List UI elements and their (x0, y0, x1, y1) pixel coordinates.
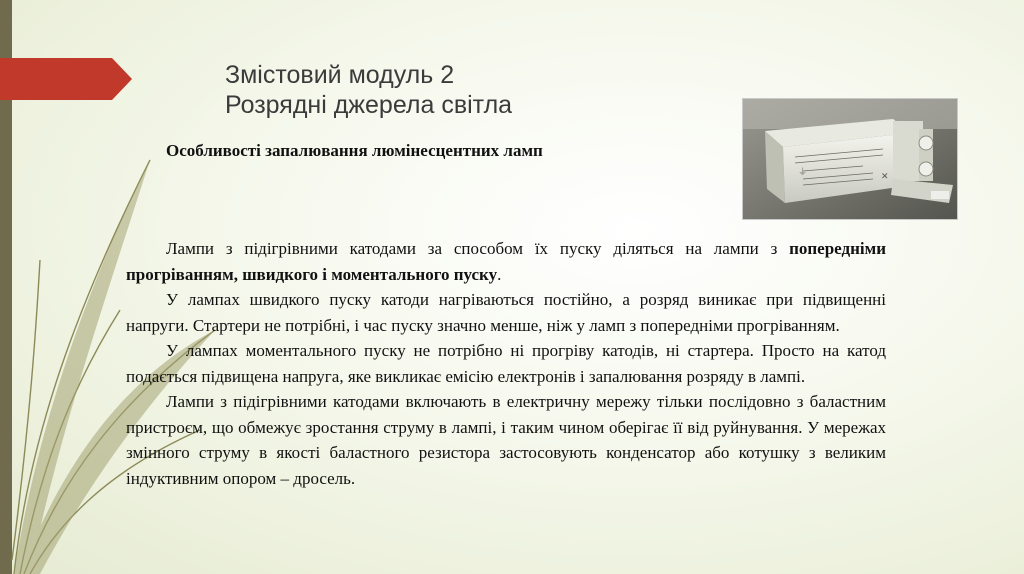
slide-body (126, 236, 886, 491)
paragraph-4: Лампи з підігрівними катодами включають в електричну мережу тільки послідовно з баластним пристроєм, що обмежує зростання струму в лампі, і таким чином оберігає її від руйнування. У мережах змінного струму в якості баластного резистора застосовують конденсатор або котушку з великим індуктивним опором – дросель. (126, 392, 886, 488)
svg-text:✕: ✕ (881, 172, 889, 182)
paragraph-1-end: . (497, 264, 502, 284)
title-line-1: Змістовий модуль 2 (225, 61, 455, 89)
slide-title (225, 60, 512, 120)
title-arrow-marker (0, 58, 132, 100)
paragraph-1-text: Лампи з підігрівними катодами за способом їх пуску діляться на лампи з (166, 239, 790, 258)
paragraph-1 (126, 236, 886, 287)
paragraph-3: У лампах моментального пуску не потрібно ні прогріву катодів, ні стартера. Просто на катод подається підвищена напруга, яке викликає емісію електронів і запалювання розряду в лампі. (126, 341, 886, 386)
starter-illustration (743, 99, 957, 219)
paragraph-2: У лампах швидкого пуску катоди нагріваються постійно, а розряд виникає при підвищенні напруги. Стартери не потрібні, і час пуску значно менше, ніж у ламп з попередніми прогріванням. (126, 290, 886, 335)
title-line-2: Розрядні джерела світла (225, 91, 513, 119)
svg-text:⏚: ⏚ (798, 168, 808, 178)
starter-photo (742, 98, 958, 220)
paragraph-1-bold: попередніми прогріванням, швидкого і моментального пуску (126, 239, 886, 284)
slide-subheading: Особливості запалювання люмінесцентних ламп (166, 141, 543, 160)
